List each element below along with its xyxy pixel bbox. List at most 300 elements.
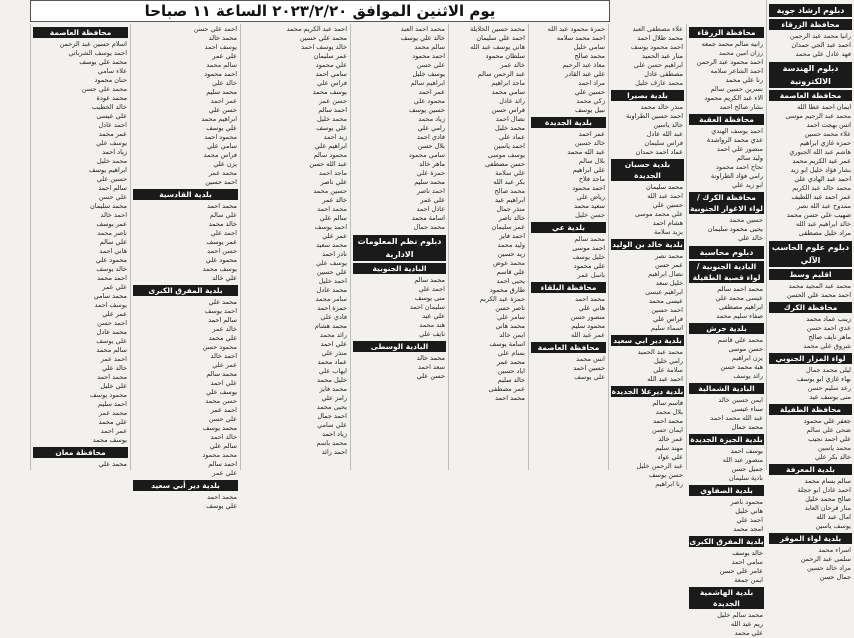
candidate-name: احمد حسن bbox=[97, 319, 127, 327]
candidate-name: حسن يوسف bbox=[648, 471, 683, 479]
candidate-name: محمد عارف خليل bbox=[635, 79, 683, 87]
candidate-name: علي يوسف bbox=[206, 502, 237, 510]
candidate-name: علي خليل bbox=[100, 382, 127, 390]
candidate-name: علي عيسى bbox=[96, 112, 127, 120]
column-6 bbox=[350, 24, 448, 470]
candidate-name: عمر علي bbox=[212, 361, 237, 369]
candidate-name: عدي احمد حسن bbox=[806, 324, 851, 332]
candidate-name: احمد حسين bbox=[205, 178, 237, 186]
candidate-name: احمد خالد bbox=[210, 352, 237, 360]
candidate-name: علي عبد القادر bbox=[565, 70, 605, 78]
candidate-name: معاذ عبد الرحيم bbox=[562, 61, 605, 69]
candidate-name: علي محمد bbox=[98, 418, 127, 426]
candidate-name: علي خالد bbox=[212, 274, 237, 282]
candidate-name: امجد محمد bbox=[733, 525, 763, 533]
candidate-name: نضال احمد bbox=[495, 115, 525, 123]
candidate-name: خليل يوسف bbox=[572, 253, 605, 261]
candidate-name: احمد سالم bbox=[208, 460, 237, 468]
candidate-name: محمد احمد bbox=[97, 373, 127, 381]
candidate-name: حسين احمد bbox=[573, 364, 605, 372]
candidate-name: محمد خليل bbox=[97, 157, 127, 165]
candidate-name: احمد عمر bbox=[210, 406, 237, 414]
candidate-name: بلال حسن bbox=[417, 142, 445, 150]
section-heading: بلدية دير ابي سعيد bbox=[611, 335, 684, 346]
candidate-name: عمر علي bbox=[322, 232, 347, 240]
candidate-name: رائد عادل bbox=[499, 97, 525, 105]
candidate-name: احمد يوسف الهندي bbox=[711, 127, 763, 135]
candidate-name: احمد الشاعر سلامه bbox=[710, 67, 763, 75]
candidate-name: حسن خليل bbox=[575, 211, 605, 219]
candidate-name: نسرين حسين سالم bbox=[710, 85, 763, 93]
section-heading: بلدية لواء الموقر bbox=[769, 533, 852, 544]
candidate-name: يحيى احمد bbox=[496, 277, 525, 285]
candidate-name: هند محمد bbox=[419, 321, 445, 329]
candidate-name: جعفر علي محمود bbox=[803, 417, 851, 425]
candidate-name: ليلى محمد جمال bbox=[806, 366, 851, 374]
candidate-name: منار عبد الحميد bbox=[641, 52, 683, 60]
candidate-name: محمد احمد bbox=[207, 202, 237, 210]
candidate-name: سامي احمد bbox=[315, 70, 347, 78]
candidate-name: علي محمد bbox=[208, 334, 237, 342]
candidate-name: بلال سالم bbox=[578, 157, 605, 165]
candidate-name: محمد خليل bbox=[495, 124, 525, 132]
candidate-name: سالم احمد bbox=[98, 184, 127, 192]
candidate-name: صفاء سليم محمد bbox=[716, 312, 763, 320]
candidate-name: عمر مصطفى bbox=[488, 385, 525, 393]
candidate-name: يوسف محمد bbox=[312, 88, 347, 96]
candidate-name: محمد خالد bbox=[416, 354, 445, 362]
section-heading: بلدية ديرعلا الجديدة bbox=[611, 387, 684, 396]
candidate-name: علي سالم bbox=[99, 238, 127, 246]
candidate-name: محمد علي حسين bbox=[299, 34, 347, 42]
candidate-name: سالم علي bbox=[319, 214, 347, 222]
candidate-name: علي سالم bbox=[209, 211, 237, 219]
section-heading: بلدية الجديدة bbox=[531, 117, 606, 128]
candidate-name: محمد محمود bbox=[202, 451, 237, 459]
candidate-name: علي حسن bbox=[98, 193, 127, 201]
candidate-name: علي حسين bbox=[316, 268, 347, 276]
degree-heading: دبلوم علوم الحاسب الآلي bbox=[769, 241, 852, 267]
candidate-name: رائد يوسف bbox=[733, 372, 763, 380]
candidate-name: يوسف علي bbox=[316, 259, 347, 267]
candidate-name: عمر عبد الله bbox=[570, 331, 605, 339]
candidate-name: رنا ابراهيم bbox=[655, 480, 683, 488]
candidate-name: حسن مصطفى bbox=[485, 160, 525, 168]
candidate-name: منذر جمال bbox=[496, 205, 525, 213]
section-heading: محافظة معان bbox=[33, 447, 128, 458]
candidate-name: محمد احمد bbox=[575, 295, 605, 303]
section-heading: بلدية دير أبي سعيد bbox=[133, 480, 238, 491]
section-heading: لواء المزار الجنوبي bbox=[769, 353, 852, 364]
candidate-name: محمد خالد bbox=[208, 34, 237, 42]
degree-heading: دبلوم ارشاد جوية bbox=[769, 4, 852, 17]
candidate-name: خالد ياسين bbox=[653, 121, 683, 129]
candidate-name: سامر علي bbox=[496, 313, 525, 321]
candidate-name: محمد احمد bbox=[495, 394, 525, 402]
candidate-name: عمر احمد عبد اللطيف bbox=[791, 193, 851, 201]
candidate-name: عمر سليمان bbox=[491, 223, 525, 231]
candidate-name: يزن علي bbox=[213, 160, 237, 168]
candidate-name: احمد محمد سلامه bbox=[556, 34, 605, 42]
candidate-name: محمود احمد bbox=[204, 133, 237, 141]
section-heading: بلدية الصفاوي bbox=[689, 485, 764, 496]
candidate-name: عادل احمد bbox=[416, 205, 445, 213]
candidate-name: يحيى محمود سليمان bbox=[707, 225, 763, 233]
candidate-name: حسين علي bbox=[96, 175, 127, 183]
candidate-name: رعد سليم حسن bbox=[807, 384, 851, 392]
section-heading: البادية الجنوبية / لواء قصبة الطفيلة bbox=[689, 261, 764, 283]
candidate-name: مهند سليم bbox=[655, 444, 683, 452]
candidate-name: صالح محمد خليل bbox=[805, 495, 851, 503]
candidate-name: بلال محمد bbox=[655, 408, 683, 416]
candidate-name: حسن احمد bbox=[207, 247, 237, 255]
candidate-name: علي يوسف bbox=[206, 124, 237, 132]
candidate-name: عمر احمد bbox=[418, 88, 445, 96]
candidate-name: حسين علي bbox=[574, 88, 605, 96]
candidate-name: محمد سليمان bbox=[646, 183, 683, 191]
candidate-name: منصور حسن bbox=[570, 313, 605, 321]
column-9 bbox=[30, 24, 130, 470]
column-8 bbox=[130, 24, 240, 510]
candidate-name: سامي محمد bbox=[491, 88, 525, 96]
candidate-name: رامي خليل bbox=[654, 357, 683, 365]
candidate-name: ابراهيم يوسف bbox=[88, 166, 127, 174]
candidate-name: محمد عبد الرحيم موسى bbox=[785, 112, 851, 120]
candidate-name: احمد عادل ابو حجلة bbox=[797, 486, 851, 494]
candidate-name: رامي فؤاد الطراونة bbox=[710, 172, 763, 180]
candidate-name: محمود ناصر bbox=[730, 498, 763, 506]
candidate-name: عمر يوسف bbox=[96, 220, 127, 228]
candidate-name: علي عمر bbox=[212, 469, 237, 477]
candidate-name: احمد ناصر bbox=[417, 187, 445, 195]
candidate-name: نجاح احمد محمود bbox=[716, 163, 763, 171]
candidate-name: محمد سالم bbox=[414, 276, 445, 284]
candidate-name: محمد فايز bbox=[319, 385, 347, 393]
candidate-name: محمد عمر bbox=[496, 358, 525, 366]
candidate-name: حمزة محمود عبد الله bbox=[547, 25, 605, 33]
candidate-name: زكي محمد bbox=[576, 97, 605, 105]
candidate-name: احمد ياسين bbox=[493, 142, 525, 150]
candidate-name: فراس حسن bbox=[491, 106, 525, 114]
candidate-name: محمد علي يوسف bbox=[79, 58, 127, 66]
candidate-name: محمد عبد الحميد bbox=[637, 348, 683, 356]
candidate-name: ممدوح عبد الله نصر bbox=[797, 202, 851, 210]
candidate-name: مراد خليل مصطفى bbox=[798, 229, 851, 237]
candidate-name: علي عمر bbox=[102, 283, 127, 291]
candidate-name: خالد عمر bbox=[500, 61, 525, 69]
candidate-name: عمر عيد الكريم محمد bbox=[792, 157, 851, 165]
candidate-name: رامي علي bbox=[417, 124, 445, 132]
candidate-name: احمد عبد الله bbox=[647, 192, 683, 200]
candidate-name: احمد محمود يوسف bbox=[630, 43, 683, 51]
candidate-name: يوسف محمد bbox=[92, 436, 127, 444]
candidate-name: اسامة محمد bbox=[411, 214, 445, 222]
candidate-name: عماد احمد حمدان bbox=[635, 148, 683, 156]
candidate-name: محمد احمد bbox=[317, 205, 347, 213]
candidate-name: سلامة علي bbox=[653, 366, 683, 374]
section-heading: بلدية الجيزة الجديدة bbox=[690, 435, 763, 444]
candidate-name: احمد عبد الكريم محمد bbox=[286, 25, 347, 33]
candidate-name: يوسف ياسين bbox=[815, 522, 851, 530]
candidate-name: يوسف خليل bbox=[412, 70, 445, 78]
section-heading: محافظة الكرك bbox=[769, 302, 852, 313]
candidate-name: محمد عادل bbox=[316, 286, 347, 294]
candidate-name: عبد الله محمد bbox=[567, 148, 605, 156]
candidate-name: حسين يوسف bbox=[408, 106, 445, 114]
candidate-name: ابراهيم عيسى bbox=[645, 288, 683, 296]
candidate-name: سالم محمد bbox=[96, 346, 127, 354]
section-heading: بلدية جرش bbox=[689, 323, 764, 334]
candidate-name: محمد ياسين bbox=[817, 444, 851, 452]
candidate-name: هشام احمد bbox=[652, 219, 683, 227]
candidate-name: بشار فؤاد خليل ابو زيد bbox=[790, 166, 851, 174]
candidate-name: خالد يوسف bbox=[96, 265, 127, 273]
candidate-name: سامي محمود bbox=[408, 151, 445, 159]
candidate-name: اسراء محمد bbox=[818, 546, 851, 554]
candidate-name: عمر علي bbox=[102, 310, 127, 318]
candidate-name: سعيد محمد bbox=[574, 202, 605, 210]
candidate-name: ريم عبد الله bbox=[730, 620, 763, 628]
candidate-name: جميل حسن bbox=[731, 465, 763, 473]
candidate-name: ماجد فلاح bbox=[578, 175, 605, 183]
candidate-name: سعد احمد bbox=[417, 363, 445, 371]
candidate-name: علي قاسم bbox=[496, 268, 525, 276]
candidate-name: حسن علي bbox=[208, 106, 237, 114]
candidate-name: محمد جمال bbox=[413, 223, 445, 231]
candidate-name: حسين محمد bbox=[313, 187, 347, 195]
candidate-name: محمد خالد عبد الكريم bbox=[792, 184, 851, 192]
candidate-name: منذر علي bbox=[321, 349, 347, 357]
section-heading: بلدية المعرفة bbox=[769, 464, 852, 475]
candidate-name: فادي احمد bbox=[416, 133, 445, 141]
candidate-name: بشار صالح احمد bbox=[719, 103, 763, 111]
candidate-name: ابراهيم سالم bbox=[410, 79, 445, 87]
candidate-name: محمد حسين الخلايلة bbox=[469, 25, 525, 33]
candidate-name: يوسف محمد bbox=[202, 265, 237, 273]
candidate-name: اسماء سليم bbox=[651, 324, 683, 332]
candidate-name: هبة محمد حسن bbox=[720, 363, 763, 371]
candidate-name: طارق محمود bbox=[489, 286, 525, 294]
candidate-name: ايهاب علي bbox=[318, 367, 347, 375]
candidate-name: محمد هاني bbox=[495, 322, 525, 330]
candidate-name: محمد احمد bbox=[207, 493, 237, 501]
degree-heading: دبلوم محاسبة bbox=[689, 246, 764, 259]
candidate-name: مصطفى عادل bbox=[644, 70, 683, 78]
candidate-name: محمد سليم bbox=[206, 88, 237, 96]
candidate-name: علي ابراهيم bbox=[572, 166, 605, 174]
candidate-name: خالد ابراهيم عبد الله bbox=[796, 220, 851, 228]
candidate-name: احمد جمال bbox=[317, 412, 347, 420]
candidate-name: محمد نصر bbox=[655, 252, 683, 260]
candidate-name: نادر احمد bbox=[322, 250, 347, 258]
candidate-name: ابراهيم عيد bbox=[494, 196, 525, 204]
candidate-name: منار فرحان العابد bbox=[804, 504, 851, 512]
candidate-name: خالد احمد bbox=[210, 433, 237, 441]
candidate-name: علاء مصطفى العبد bbox=[632, 25, 683, 33]
candidate-name: يوسف احمد bbox=[730, 447, 763, 455]
candidate-name: سامي احمد bbox=[731, 558, 763, 566]
candidate-name: يوسف علي bbox=[206, 388, 237, 396]
candidate-name: خالد علي يوسف bbox=[400, 34, 445, 42]
candidate-name: فادي علي bbox=[320, 313, 347, 321]
candidate-name: هاني خليل bbox=[735, 507, 763, 515]
section-heading: البادية الشمالية bbox=[689, 383, 764, 394]
candidate-name: ضحى علي سالم bbox=[806, 426, 851, 434]
candidate-name: يوسف احمد bbox=[94, 301, 127, 309]
candidate-name: بكر عبد الله bbox=[493, 178, 525, 186]
candidate-name: زياد محمد bbox=[418, 115, 445, 123]
candidate-name: سناء عيسى bbox=[731, 405, 763, 413]
candidate-name: منى يوسف bbox=[414, 294, 445, 302]
candidate-name: هاني علي bbox=[578, 304, 605, 312]
candidate-name: محمد صالح bbox=[494, 187, 525, 195]
candidate-name: علي عمر bbox=[212, 52, 237, 60]
candidate-name: علي محمود bbox=[573, 262, 605, 270]
candidate-name: عيسى محمد علي bbox=[715, 294, 763, 302]
candidate-name: محمود حسن bbox=[202, 343, 237, 351]
candidate-name: علي حسن bbox=[208, 415, 237, 423]
candidate-name: علاء محمد حسين bbox=[804, 130, 851, 138]
candidate-name: فراس سليمان bbox=[644, 139, 683, 147]
candidate-name: رانيه سالم محمد جمعه bbox=[701, 40, 763, 48]
candidate-name: ايمان حسن bbox=[652, 426, 683, 434]
candidate-name: احمد رائد bbox=[321, 448, 347, 456]
candidate-name: رامز علي bbox=[321, 394, 347, 402]
candidate-name: علاء سامي bbox=[97, 67, 127, 75]
candidate-name: محمد عبد المجيد محمد bbox=[788, 282, 851, 290]
candidate-name: صهيب علي حسن محمد bbox=[786, 211, 851, 219]
candidate-name: احمد علي bbox=[418, 285, 445, 293]
column-3 bbox=[608, 24, 686, 488]
candidate-name: علي عيد bbox=[422, 312, 445, 320]
candidate-name: خالد عمر bbox=[212, 325, 237, 333]
candidate-name: يوسف علي bbox=[96, 139, 127, 147]
candidate-name: خالد عمر bbox=[322, 196, 347, 204]
candidate-name: جمال حسن bbox=[819, 573, 851, 581]
candidate-name: سامي خليل bbox=[573, 43, 605, 51]
candidate-name: هاشم عبد الله الجبوري bbox=[789, 148, 851, 156]
candidate-name: احمد عمر bbox=[100, 355, 127, 363]
candidate-name: محمد علي bbox=[98, 460, 127, 468]
section-heading: محافظة الطفيلة bbox=[769, 404, 852, 415]
candidate-name: سالم بسام محمد bbox=[804, 477, 851, 485]
section-heading: محافظة الزرقاء bbox=[769, 19, 852, 30]
candidate-name: حسن محمد bbox=[205, 397, 237, 405]
section-heading: محافظة البلقاء bbox=[531, 282, 606, 293]
candidate-name: ناصر محمد bbox=[97, 229, 127, 237]
candidate-name: سالم محمد bbox=[414, 43, 445, 51]
candidate-name: عيسى محمد bbox=[649, 297, 683, 305]
candidate-name: احمد محمد علي الحسن bbox=[786, 291, 851, 299]
candidate-name: منصور عبد الله bbox=[722, 456, 763, 464]
candidate-name: احمد محمود عبد الرحمن bbox=[696, 58, 763, 66]
candidate-name: محمد صالح bbox=[574, 52, 605, 60]
candidate-name: محمود علي bbox=[413, 97, 445, 105]
candidate-name: ابراهيم مصطفى bbox=[719, 303, 763, 311]
candidate-name: يوسف موسى bbox=[487, 151, 525, 159]
candidate-name: احمد حسين الطراونة bbox=[626, 112, 683, 120]
candidate-name: خالد علي bbox=[212, 79, 237, 87]
candidate-name: سالم احمد bbox=[208, 316, 237, 324]
candidate-name: احمد علي سليمان bbox=[476, 34, 525, 42]
candidate-name: ماهر نايف صالح bbox=[808, 333, 851, 341]
candidate-name: شروق علي محمد bbox=[803, 342, 851, 350]
candidate-name: عمر احمد bbox=[210, 97, 237, 105]
candidate-name: عمر احمد bbox=[100, 427, 127, 435]
candidate-name: قاسم سالم bbox=[652, 399, 683, 407]
column-1 bbox=[766, 0, 854, 581]
candidate-name: ابراهيم علي bbox=[314, 142, 347, 150]
section-heading: محافظة العاصمة bbox=[531, 342, 606, 353]
candidate-name: احمد محمود bbox=[204, 70, 237, 78]
candidate-name: محمد عمر bbox=[208, 169, 237, 177]
column-2 bbox=[686, 24, 766, 637]
candidate-name: محمد يوسف bbox=[202, 424, 237, 432]
candidate-name: حمزه غازي ابراهيم bbox=[799, 139, 851, 147]
candidate-name: زيد احمد bbox=[323, 133, 347, 141]
candidate-name: محمد سالم خليل bbox=[717, 611, 763, 619]
candidate-name: ماجد ابراهيم bbox=[491, 79, 525, 87]
candidate-name: عبد الله محمد احمد bbox=[710, 414, 763, 422]
candidate-name: محمد سعيد bbox=[316, 241, 347, 249]
section-heading: محافظة الكرك / لواء الاغوار الجنوبية bbox=[690, 193, 763, 213]
candidate-name: علي احمد bbox=[320, 340, 347, 348]
candidate-name: ماهر خالد bbox=[419, 160, 445, 168]
candidate-name: عبد الله حسن bbox=[309, 160, 347, 168]
candidate-name: ماجد احمد bbox=[319, 169, 347, 177]
candidate-name: حنان محمود bbox=[94, 76, 127, 84]
candidate-name: احمد سالم bbox=[318, 106, 347, 114]
candidate-name: علي عمر bbox=[420, 196, 445, 204]
candidate-name: سامر محمد bbox=[315, 295, 347, 303]
candidate-name: محمد احمد bbox=[653, 417, 683, 425]
candidate-name: انس بهجت احمد bbox=[806, 121, 851, 129]
candidate-name: احمد يوسف الشرباتي bbox=[68, 49, 127, 57]
candidate-name: محمد سامي bbox=[93, 292, 127, 300]
section-heading: بلدية القادسية bbox=[133, 189, 238, 200]
candidate-name: احمد عبد الهادي علي bbox=[794, 175, 851, 183]
candidate-name: فراس محمد bbox=[203, 151, 237, 159]
candidate-name: عماد محمد bbox=[317, 358, 347, 366]
candidate-name: يوسف احمد bbox=[204, 43, 237, 51]
candidate-name: عمر يوسف bbox=[206, 238, 237, 246]
candidate-name: احمد خليل bbox=[318, 277, 347, 285]
candidate-name: علي سامي bbox=[317, 421, 347, 429]
candidate-name: عمر محمد bbox=[98, 130, 127, 138]
candidate-name: محمد عوض bbox=[492, 259, 525, 267]
candidate-name: احمد حسين bbox=[651, 306, 683, 314]
candidate-name: محمد علي bbox=[208, 298, 237, 306]
candidate-name: نبيل يوسف bbox=[574, 106, 605, 114]
candidate-name: علي يوسف bbox=[96, 337, 127, 345]
candidate-name: سلطان محمود bbox=[485, 52, 525, 60]
candidate-name: عمر حسن bbox=[654, 261, 683, 269]
candidate-name: خالد حسين bbox=[574, 139, 605, 147]
candidate-name: علي محمد موسى bbox=[634, 210, 683, 218]
candidate-name: عدي محمد الرواشدة bbox=[707, 136, 763, 144]
candidate-name: وليد سالم bbox=[736, 154, 763, 162]
section-heading: بلدية الهاشمية الجديدة bbox=[689, 587, 764, 609]
section-heading: بلدية المفرق الكبرى bbox=[133, 285, 238, 296]
candidate-name: ناصر حسن bbox=[495, 304, 525, 312]
candidate-name: باسل عمر bbox=[577, 271, 605, 279]
candidate-name: سالم علي bbox=[209, 442, 237, 450]
candidate-name: خالد الخطيب bbox=[91, 103, 127, 111]
candidate-name: محمود علي bbox=[95, 256, 127, 264]
candidate-name: خليل سعد bbox=[655, 279, 683, 287]
section-heading: محافظة العاصمة bbox=[33, 27, 128, 38]
candidate-name: حمزة عبد الكريم bbox=[479, 295, 525, 303]
